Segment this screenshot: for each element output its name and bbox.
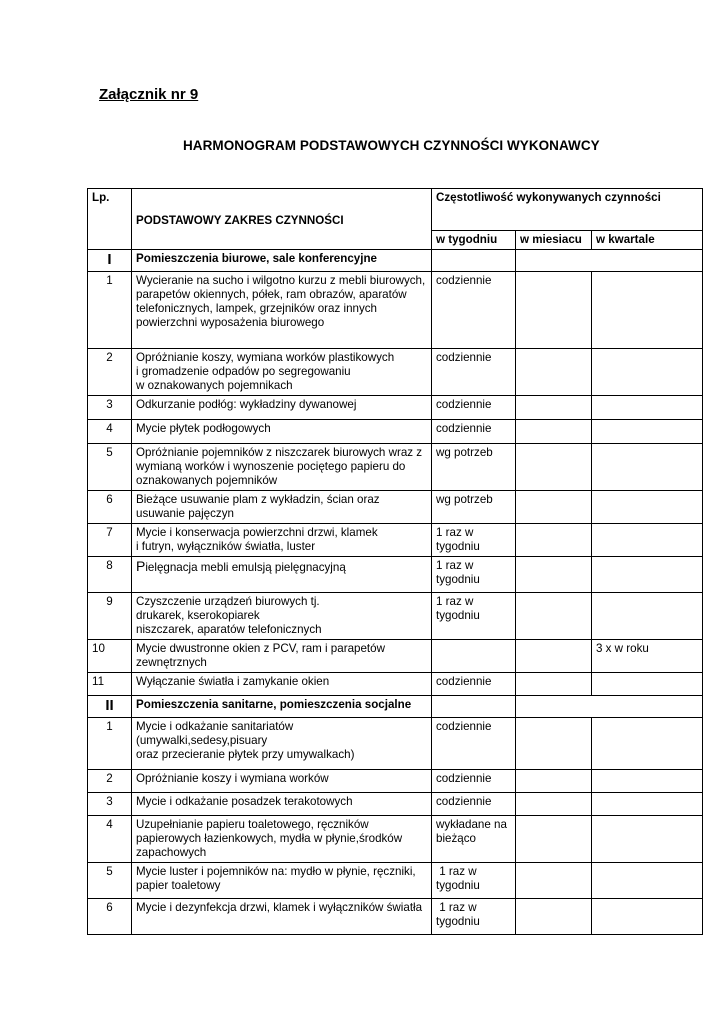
row-task <box>132 444 432 491</box>
row-task <box>132 899 432 935</box>
row-lp: 6 <box>88 899 132 935</box>
row-task-text: ielęgnacja mebli emulsją pielęgnacyjną <box>145 561 346 574</box>
row-task-text: Mycie płytek podłogowych <box>136 422 271 435</box>
row-task <box>132 349 432 396</box>
header-row <box>88 189 703 231</box>
row-week: codziennie <box>432 349 516 396</box>
row-week: codziennie <box>432 673 516 696</box>
row-month <box>516 349 592 396</box>
row-task <box>132 863 432 899</box>
row-week: codziennie <box>432 793 516 816</box>
header-lp: Lp. <box>88 189 132 250</box>
row-month <box>516 640 592 673</box>
document-title: HARMONOGRAM PODSTAWOWYCH CZYNNOŚCI WYKONAWCY <box>183 138 600 153</box>
row-month <box>516 793 592 816</box>
row-quarter <box>592 524 703 557</box>
row-week: 1 raz w tygodniu <box>432 593 516 640</box>
row-quarter <box>592 863 703 899</box>
section-name: Pomieszczenia biurowe, sale konferencyjne <box>132 250 432 272</box>
row-lp: 2 <box>88 349 132 396</box>
schedule-table <box>87 188 703 935</box>
row-lp: 6 <box>88 491 132 524</box>
row-task-text: Opróżnianie koszy, wymiana worków plastikowych i gromadzenie odpadów po segregowaniu w oznakowanych pojemnikach <box>136 351 395 392</box>
row-task-text: Uzupełnianie papieru toaletowego, ręczników papierowych łazienkowych, mydła w płynie,środków zapachowych <box>136 818 403 859</box>
row-task <box>132 272 432 349</box>
row-task <box>132 718 432 770</box>
row-lp: 7 <box>88 524 132 557</box>
row-month <box>516 557 592 593</box>
row-task-text: Mycie i konserwacja powierzchni drzwi, klamek i futryn, wyłączników światła, luster <box>136 526 378 553</box>
table-row <box>88 863 703 899</box>
header-quarter: w kwartale <box>592 231 703 250</box>
table-row <box>88 444 703 491</box>
row-month <box>516 863 592 899</box>
table-row <box>88 524 703 557</box>
table-row <box>88 899 703 935</box>
row-task <box>132 524 432 557</box>
row-month <box>516 718 592 770</box>
table-row <box>88 593 703 640</box>
table-row <box>88 770 703 793</box>
row-week: codziennie <box>432 272 516 349</box>
row-month <box>516 524 592 557</box>
row-task-text: Mycie dwustronne okien z PCV, ram i parapetów zewnętrznych <box>136 642 385 669</box>
table-row <box>88 640 703 673</box>
row-week: 1 raz w tygodniu <box>432 863 516 899</box>
row-task-text: Czyszczenie urządzeń biurowych tj. drukarek, kserokopiarek niszczarek, aparatów telefonicznych <box>136 595 322 636</box>
table-row <box>88 673 703 696</box>
row-task <box>132 593 432 640</box>
table-row <box>88 793 703 816</box>
section-week-cell <box>432 696 516 718</box>
row-quarter <box>592 444 703 491</box>
row-task <box>132 640 432 673</box>
row-task <box>132 557 432 593</box>
row-lp: 3 <box>88 396 132 420</box>
row-week: wg potrzeb <box>432 491 516 524</box>
row-task-text: Bieżące usuwanie plam z wykładzin, ścian oraz usuwanie pajęczyn <box>136 493 380 520</box>
row-quarter <box>592 396 703 420</box>
row-month <box>516 816 592 863</box>
table-row <box>88 718 703 770</box>
row-week: wykładane na bieżąco <box>432 816 516 863</box>
section-week-cell <box>432 250 516 272</box>
table-row <box>88 491 703 524</box>
row-month <box>516 673 592 696</box>
row-week <box>432 640 516 673</box>
table-row <box>88 396 703 420</box>
row-quarter <box>592 770 703 793</box>
row-task-text: Opróżnianie koszy i wymiana worków <box>136 772 329 785</box>
row-task-text: Mycie i odkażanie sanitariatów (umywalki,sedesy,pisuary oraz przecieranie płytek przy umywalkach) <box>136 720 355 761</box>
row-week: 1 raz w tygodniu <box>432 524 516 557</box>
row-month <box>516 899 592 935</box>
row-task <box>132 491 432 524</box>
row-quarter <box>592 816 703 863</box>
annex-label: Załącznik nr 9 <box>99 86 199 103</box>
row-task-text: Opróżnianie pojemników z niszczarek biurowych wraz z wymianą worków i wynoszenie pociętego papieru do oznakowanych pojemników <box>136 446 423 487</box>
row-month <box>516 420 592 444</box>
row-week: wg potrzeb <box>432 444 516 491</box>
row-task <box>132 420 432 444</box>
row-task-initial: P <box>136 558 146 574</box>
row-quarter <box>592 718 703 770</box>
row-task-text: Wyłączanie światła i zamykanie okien <box>136 675 330 688</box>
section-row <box>88 696 703 718</box>
header-scope: PODSTAWOWY ZAKRES CZYNNOŚCI <box>132 189 432 250</box>
section-period-cell <box>516 250 703 272</box>
row-lp: 9 <box>88 593 132 640</box>
row-week: codziennie <box>432 420 516 444</box>
section-row <box>88 250 703 272</box>
row-task-text: Mycie i dezynfekcja drzwi, klamek i wyłączników światła <box>136 901 423 914</box>
row-week: codziennie <box>432 770 516 793</box>
row-lp: 5 <box>88 444 132 491</box>
table-row <box>88 272 703 349</box>
row-quarter <box>592 593 703 640</box>
row-task <box>132 673 432 696</box>
row-lp: 4 <box>88 420 132 444</box>
row-month <box>516 593 592 640</box>
header-week: w tygodniu <box>432 231 516 250</box>
row-lp: 10 <box>88 640 132 673</box>
row-lp: 8 <box>88 557 132 593</box>
row-lp: 1 <box>88 718 132 770</box>
row-lp: 5 <box>88 863 132 899</box>
row-quarter: 3 x w roku <box>592 640 703 673</box>
row-quarter <box>592 420 703 444</box>
row-quarter <box>592 491 703 524</box>
row-lp: 11 <box>88 673 132 696</box>
table-row <box>88 420 703 444</box>
row-month <box>516 491 592 524</box>
row-quarter <box>592 272 703 349</box>
row-quarter <box>592 349 703 396</box>
section-name: Pomieszczenia sanitarne, pomieszczenia socjalne <box>132 696 432 718</box>
row-month <box>516 272 592 349</box>
row-task-text: Odkurzanie podłóg: wykładziny dywanowej <box>136 398 357 411</box>
header-month: w miesiacu <box>516 231 592 250</box>
row-lp: 4 <box>88 816 132 863</box>
row-task <box>132 396 432 420</box>
row-task <box>132 816 432 863</box>
row-quarter <box>592 793 703 816</box>
table-row <box>88 557 703 593</box>
row-task <box>132 770 432 793</box>
row-week: 1 raz w tygodniu <box>432 899 516 935</box>
row-lp: 2 <box>88 770 132 793</box>
table-row <box>88 349 703 396</box>
row-task-text: Mycie luster i pojemników na: mydło w płynie, ręczniki, papier toaletowy <box>136 865 416 892</box>
row-task-text: Wycieranie na sucho i wilgotno kurzu z mebli biurowych, parapetów okiennych, półek, ram obrazów, aparatów telefonicznych, lampek, grzejników oraz innych powierzchni wyposażenia biurowego <box>136 274 426 329</box>
row-quarter <box>592 899 703 935</box>
row-month <box>516 396 592 420</box>
row-task <box>132 793 432 816</box>
header-frequency: Częstotliwość wykonywanych czynności <box>432 189 703 231</box>
section-number: II <box>88 696 132 718</box>
row-task-text: Mycie i odkażanie posadzek terakotowych <box>136 795 353 808</box>
row-lp: 1 <box>88 272 132 349</box>
row-month <box>516 770 592 793</box>
row-lp: 3 <box>88 793 132 816</box>
section-period-cell <box>516 696 703 718</box>
row-month <box>516 444 592 491</box>
table-row <box>88 816 703 863</box>
row-quarter <box>592 673 703 696</box>
section-number: I <box>88 250 132 272</box>
row-week: 1 raz w tygodniu <box>432 557 516 593</box>
row-week: codziennie <box>432 396 516 420</box>
row-week: codziennie <box>432 718 516 770</box>
row-quarter <box>592 557 703 593</box>
